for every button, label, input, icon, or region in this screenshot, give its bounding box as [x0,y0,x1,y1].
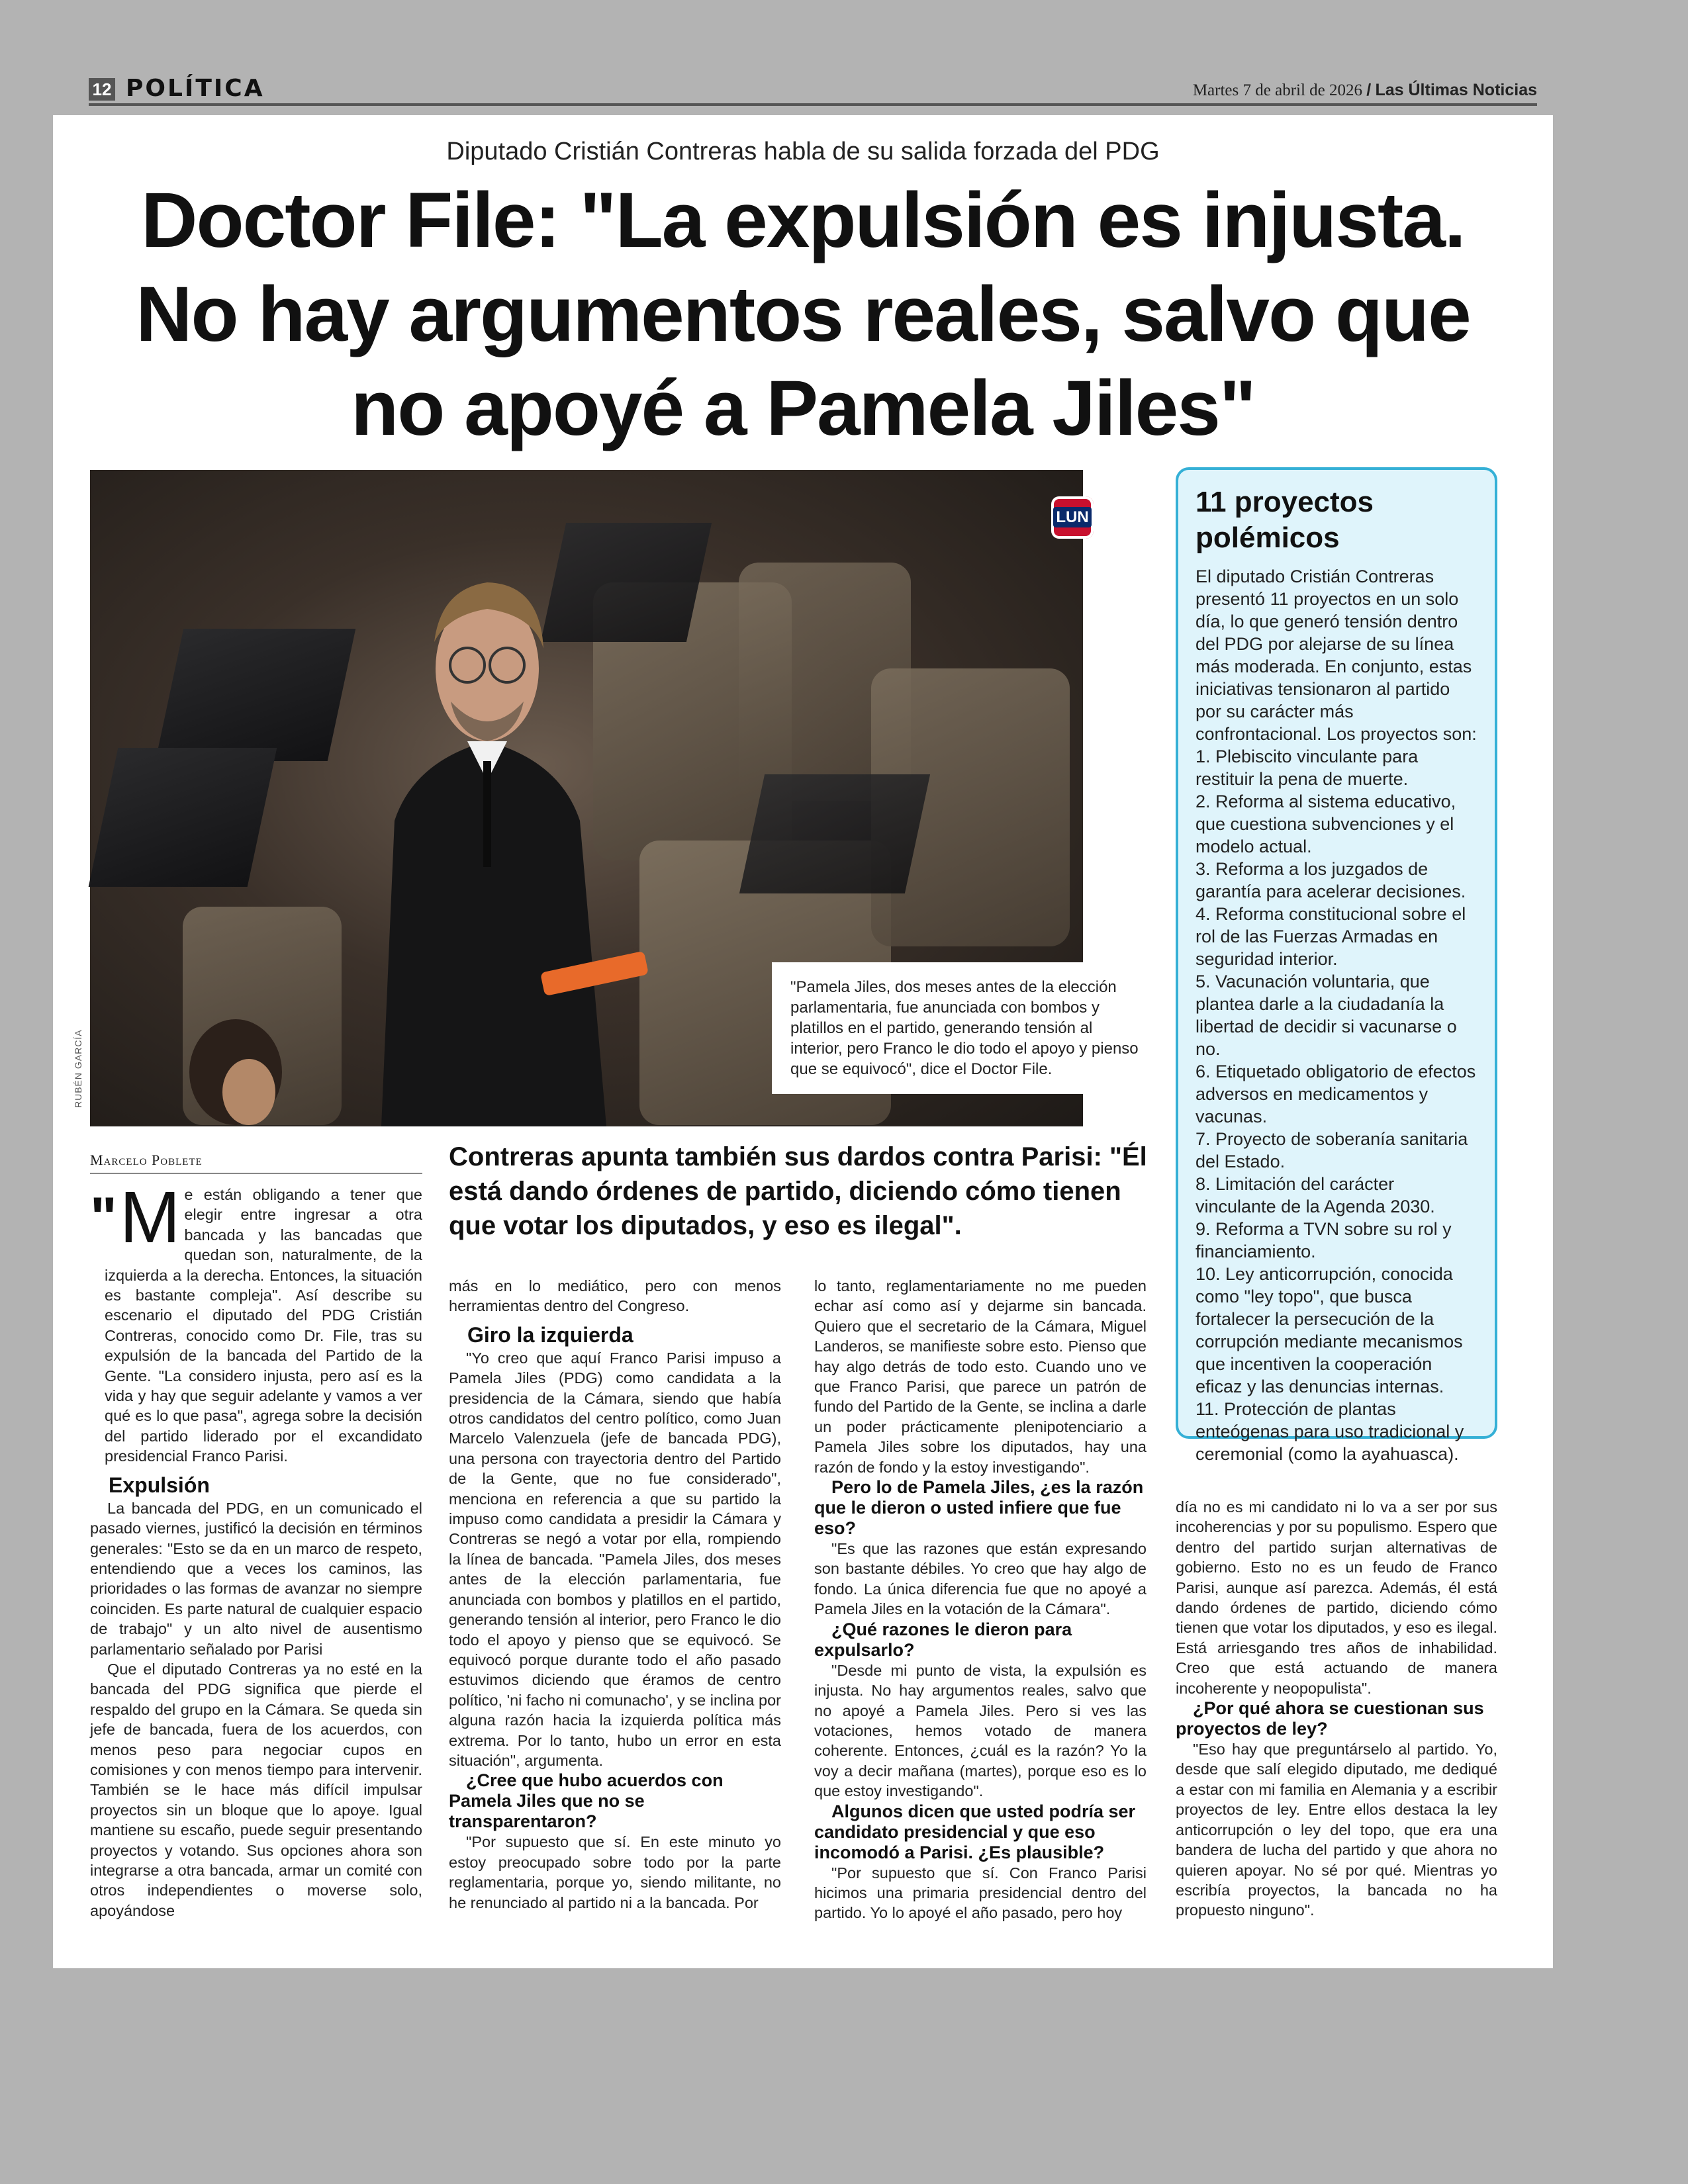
drop-cap [90,1177,181,1258]
headline-line: No hay argumentos reales, salvo que [136,271,1470,358]
article-page [53,115,1553,1968]
interview-answer: "Desde mi punto de vista, la expulsión es injusta. No hay argumentos reales, salvo que no apoyé a Pamela Jiles. Pero si ves las votaciones, hemos votado de manera coherente. Entonces, ¿cuál es la razón? Yo la voy a decir mañana (martes), porque eso es lo que estoy investigando". [814,1661,1147,1800]
project-item: 8. Limitación del carácter vinculante de la Agenda 2030. [1196,1174,1435,1216]
lead-paragraph [90,1177,422,1467]
project-item: 7. Proyecto de soberanía sanitaria del Estado. [1196,1129,1468,1171]
drop-cap-letter: M [119,1177,181,1258]
body-paragraph: La bancada del PDG, en un comunicado el pasado viernes, justificó la decisión en términos generales: "Esto se da en un marco de respeto, entendiendo que a veces los caminos, las prioridades o las formas de avanzar no siempre coinciden. Es parte natural de cualquier espacio de trabajo" y un alto nivel de ausentismo parlamentario señalado por Parisi [90,1499,422,1658]
page-header [89,74,1537,106]
project-item: 6. Etiquetado obligatorio de efectos adversos en medicamentos y vacunas. [1196,1062,1476,1126]
page-number: 12 [89,78,115,101]
project-item: 9. Reforma a TVN sobre su rol y financiamiento. [1196,1219,1452,1261]
project-item: 11. Protección de plantas enteógenas para uso tradicional y ceremonial (como la ayahuasca). [1196,1399,1464,1464]
interview-question: Pero lo de Pamela Jiles, ¿es la razón que le dieron o usted infiere que fue eso? [814,1477,1144,1539]
publication-name: Las Últimas Noticias [1375,81,1537,99]
pull-quote: Contreras apunta también sus dardos contra Parisi: "Él está dando órdenes de partido, diciendo cómo tienen que votar los diputados, y eso es ilegal". [449,1142,1147,1240]
article-column-2 [449,1276,781,1913]
politician-figure [342,543,633,1126]
byline: Marcelo Poblete [90,1152,422,1174]
interview-question: ¿Por qué ahora se cuestionan sus proyectos de ley? [1176,1698,1484,1739]
project-item: 10. Ley anticorrupción, conocida como "ley topo", que busca fortalecer la persecución de la corrupción mediante mecanismos que incentiven la cooperación eficaz y las denuncias internas. [1196,1264,1463,1396]
body-paragraph: día no es mi candidato ni lo va a ser por sus incoherencias y por su populismo. Espero que dentro del partido surjan alternativas de gobierno. Esto no es un feudo de Franco Parisi, aunque así parezca. Además, él está dando órdenes de partido, diciendo cómo tienen que votar los diputados, y eso es ilegal. Está arriesgando tres años de inhabilidad. Creo que está actuando de manera incoherente y neopopulista". [1176,1498,1497,1697]
seated-person [169,1019,302,1126]
sidebar-box [1176,467,1497,1464]
headline-line: Doctor File: "La expulsión es injusta. [141,177,1465,264]
interview-answer: "Por supuesto que sí. Con Franco Parisi hicimos una primaria presidencial dentro del partido. Yo lo apoyé el año pasado, pero hoy [814,1864,1147,1922]
drop-cap-quote: " [90,1186,117,1250]
issue-date: Martes 7 de abril de 2026 [1192,81,1363,99]
interview-answer: "Por supuesto que sí. En este minuto yo estoy preocupado sobre todo por la parte reglamentaria, porque yo, siendo militante, no he renunciado al partido ni a la bancada. Por [449,1833,781,1911]
dateline-separator: / [1366,81,1372,99]
dateline [1193,81,1537,100]
article-column-3 [814,1276,1147,1923]
lead-text: e están obligando a tener que elegir entre ingresar a otra bancada y las bancadas que quedan son, naturalmente, de la izquierda a la derecha. Entonces, la situación es bastante compleja". Así describe su escenario el diputado del PDG Cristián Contreras, conocido como Dr. File, tras su expulsión de la bancada del Partido de la Gente. "La considero injusta, pero así es la vida y hay que seguir adelante y vamos a ver qué es lo que pasa", agrega sobre la decisión del partido liderado por el excandidato presidencial Franco Parisi. [105,1186,422,1465]
interview-question: ¿Cree que hubo acuerdos con Pamela Jiles que no se transparentaron? [449,1770,724,1832]
project-item: 3. Reforma a los juzgados de garantía para acelerar decisiones. [1196,859,1466,901]
article-column-4 [1176,1497,1497,1921]
subhead-giro: Giro la izquierda [467,1322,633,1347]
body-paragraph: Que el diputado Contreras ya no esté en la bancada del PDG significa que pierde el respaldo del grupo en la Cámara. Se queda sin jefe de bancada, fuera de los acuerdos, con menos peso para negociar cupos en comisiones y con menos tiempo para intervenir. También se le hace más difícil impulsar proyectos sin un bloque que lo apoye. Igual mantiene su escaño, puede seguir presentando proyectos y votando. Sus opciones ahora son integrarse a otra bancada, armar un comité con otros independientes o moverse solo, apoyándose [90,1660,422,1919]
photo-credit: RUBÉN GARCÍA [73,1029,83,1108]
body-paragraph: lo tanto, reglamentariamente no me pueden echar así como así y dejarme sin bancada. Quiero que el secretario de la Cámara, Miguel Landeros, se manifieste sobre esto. Pienso que hay algo detrás de todo esto. Cuando uno ve que Franco Parisi, que parece un patrón de fundo del Partido de la Gente, se inclina a darle un poder prácticamente plenipotenciario a Pamela Jiles sobre los diputados, hay una razón de fondo y la estoy investigando". [814,1277,1147,1476]
headline-line: no apoyé a Pamela Jiles" [351,365,1255,452]
lun-logo-text: LUN [1053,507,1091,527]
article-kicker: Diputado Cristián Contreras habla de su salida forzada del PDG [446,138,1160,165]
body-paragraph: más en lo mediático, pero con menos herramientas dentro del Congreso. [449,1277,781,1315]
interview-answer: "Es que las razones que están expresando son bastante débiles. Yo creo que hay algo de fondo. La única diferencia fue que no apoyé a Pamela Jiles en la votación de la Cámara". [814,1540,1147,1618]
project-item: 5. Vacunación voluntaria, que plantea darle a la ciudadanía la libertad de decidir si vacunarse o no. [1196,972,1457,1059]
photo-caption: "Pamela Jiles, dos meses antes de la elección parlamentaria, fue anunciada con bombos y platillos en el partido, generando tensión al interior, pero Franco le dio todo el apoyo y pienso que se equivocó", dice el Doctor File. [772,962,1160,1094]
project-list [1196,745,1477,1465]
sidebar-title: 11 proyectos polémicos [1196,486,1374,554]
project-item: 2. Reforma al sistema educativo, que cuestiona subvenciones y el modelo actual. [1196,792,1456,856]
article-column-1 [90,1177,422,1921]
lun-logo [1051,496,1094,539]
interview-question: Algunos dicen que usted podría ser candidato presidencial y que eso incomodó a Parisi. ¿Es plausible? [814,1801,1136,1862]
project-item: 1. Plebiscito vinculante para restituir la pena de muerte. [1196,747,1419,789]
body-paragraph: "Yo creo que aquí Franco Parisi impuso a Pamela Jiles (PDG) como candidata a la presidencia de la Cámara, siendo que había otros candidatos del centro político, como Juan Marcelo Valenzuela (jefe de bancada PDG), una persona con trayectoria dentro del Partido de la Gente, que no fue considerado", menciona en referencia a que su partido la impuso como candidata a presidir la Cámara y Contreras se negó a votar por ella, rompiendo la línea de bancada. "Pamela Jiles, dos meses antes de la elección parlamentaria, fue anunciada con bombos y platillos en el partido, generando tensión al interior, pero Franco le dio todo el apoyo y pienso que se equivocó. Se equivocó porque durante todo el año pasado estuvimos diciendo que éramos de centro político, 'ni facho ni comunacho', y se inclina por alguna razón hacia la izquierda política más extrema. Por lo tanto, hubo un error en esta situación", argumenta. [449,1349,781,1769]
project-item: 4. Reforma constitucional sobre el rol de las Fuerzas Armadas en seguridad interior. [1196,904,1466,969]
interview-question: ¿Qué razones le dieron para expulsarlo? [814,1619,1072,1660]
subhead-expulsion: Expulsión [109,1473,210,1497]
interview-answer: "Eso hay que preguntárselo al partido. Yo, desde que salí elegido diputado, me dediqué a estar con mi familia en Alemania y a escribir proyectos de ley. Entre ellos destaca la ley anticorrupción o ley del topo, que era una bandera de lucha del partido y que ahora no quieren apoyar. No sé por qué. Mientras yo escribía proyectos, la bancada no ha propuesto ninguno". [1176,1741,1497,1919]
sidebar-intro: El diputado Cristián Contreras presentó 11 proyectos en un solo día, lo que generó tensión dentro del PDG por alejarse de su línea más moderada. En conjunto, estas iniciativas tensionaron al partido por su carácter más confrontacional. Los proyectos son: [1196,567,1477,744]
section-title: POLÍTICA [126,75,265,102]
article-headline [119,173,1487,455]
